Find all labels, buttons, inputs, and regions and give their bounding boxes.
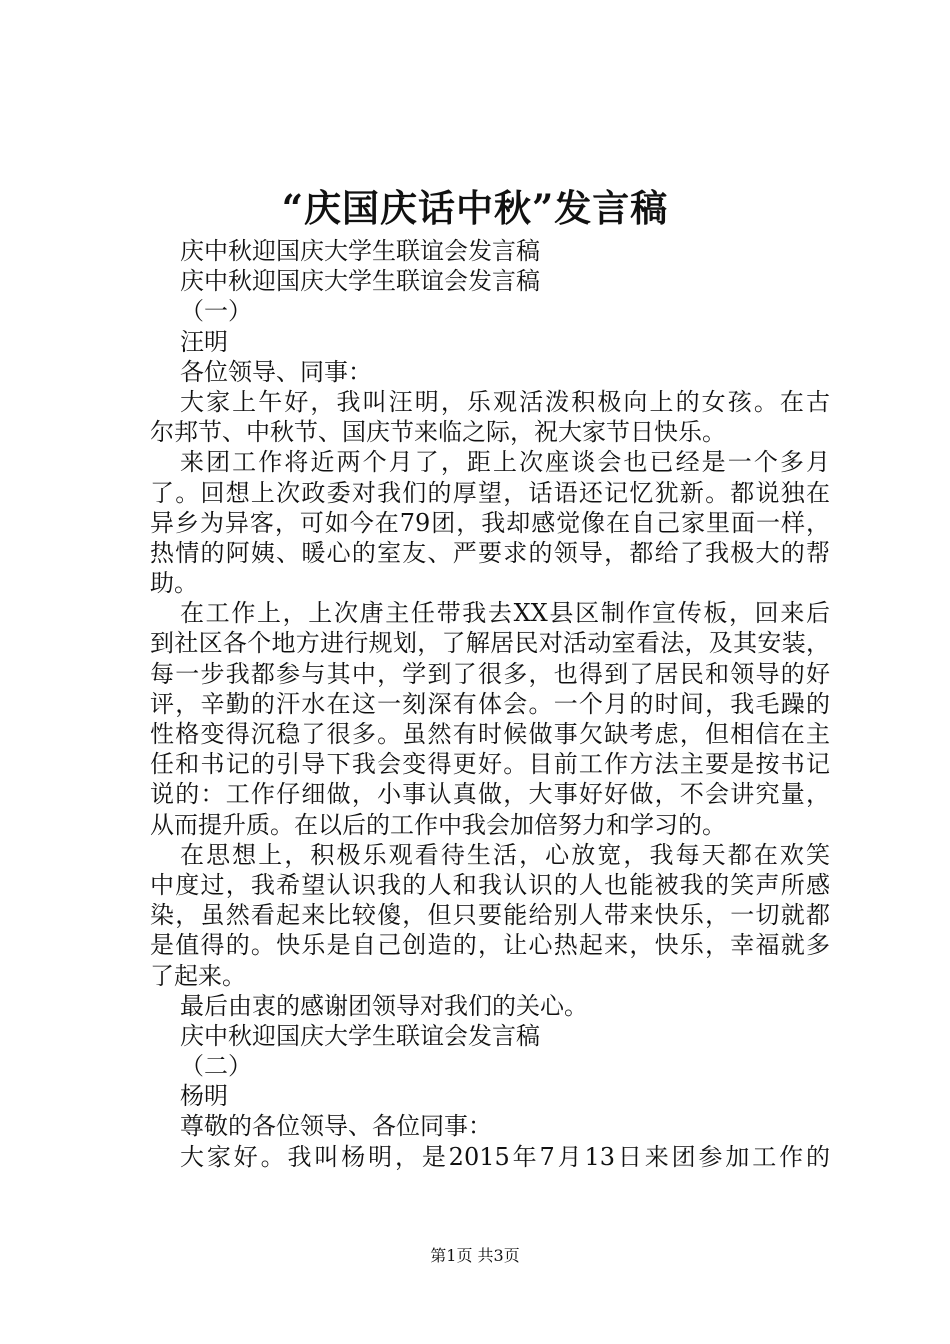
text-line: 说的：工作仔细做，小事认真做，大事好好做，不会讲究量， xyxy=(150,780,830,809)
text-line: 来团工作将近两个月了，距上次座谈会也已经是一个多月 xyxy=(180,448,830,477)
text-line: 尔邦节、中秋节、国庆节来临之际，祝大家节日快乐。 xyxy=(150,418,726,447)
page-footer: 第1页 共3页 xyxy=(430,1246,520,1265)
page-title: “庆国庆话中秋”发言稿 xyxy=(281,186,669,230)
text-line: 任和书记的引导下我会变得更好。目前工作方法主要是按书记 xyxy=(150,750,830,779)
document-body xyxy=(150,236,830,1172)
text-line: 大家上午好，我叫汪明，乐观活泼积极向上的女孩。在古 xyxy=(180,387,830,416)
text-line: 各位领导、同事： xyxy=(180,357,372,386)
text-line: 尊敬的各位领导、各位同事： xyxy=(180,1112,492,1141)
text-line: （一） xyxy=(180,297,252,326)
text-line: 异乡为异客，可如今在79团，我却感觉像在自己家里面一样， xyxy=(150,508,830,537)
text-line: 评，辛勤的汗水在这一刻深有体会。一个月的时间，我毛躁的 xyxy=(150,689,830,718)
text-line: 是值得的。快乐是自己创造的，让心热起来，快乐，幸福就多 xyxy=(150,931,830,960)
text-line: 在工作上，上次唐主任带我去XX县区制作宣传板，回来后 xyxy=(180,599,830,628)
text-line: 染，虽然看起来比较傻，但只要能给别人带来快乐，一切就都 xyxy=(150,901,830,930)
text-line: 了。回想上次政委对我们的厚望，话语还记忆犹新。都说独在 xyxy=(150,478,830,507)
text-line: 热情的阿姨、暖心的室友、严要求的领导，都给了我极大的帮 xyxy=(150,538,830,567)
text-line: 助。 xyxy=(150,569,198,598)
text-line: 最后由衷的感谢团领导对我们的关心。 xyxy=(180,991,588,1020)
text-line: 性格变得沉稳了很多。虽然有时候做事欠缺考虑，但相信在主 xyxy=(150,720,830,748)
text-line: 每一步我都参与其中，学到了很多，也得到了居民和领导的好 xyxy=(150,659,830,688)
text-line: 杨明 xyxy=(180,1082,228,1111)
text-line: （二） xyxy=(180,1052,252,1081)
text-line: 了起来。 xyxy=(150,961,246,990)
text-line: 在思想上，积极乐观看待生活，心放宽，我每天都在欢笑 xyxy=(180,840,830,869)
text-line: 到社区各个地方进行规划，了解居民对活动室看法，及其安装， xyxy=(150,629,830,658)
text-line: 中度过，我希望认识我的人和我认识的人也能被我的笑声所感 xyxy=(150,870,830,899)
text-line: 从而提升质。在以后的工作中我会加倍努力和学习的。 xyxy=(150,810,726,839)
text-line: 庆中秋迎国庆大学生联谊会发言稿 xyxy=(180,267,540,296)
text-line: 庆中秋迎国庆大学生联谊会发言稿 xyxy=(180,237,540,265)
text-line: 庆中秋迎国庆大学生联谊会发言稿 xyxy=(180,1021,540,1050)
text-line: 汪明 xyxy=(180,327,228,356)
text-line: 大家好。我叫杨明，是2015年7月13日来团参加工作的 xyxy=(180,1142,830,1171)
